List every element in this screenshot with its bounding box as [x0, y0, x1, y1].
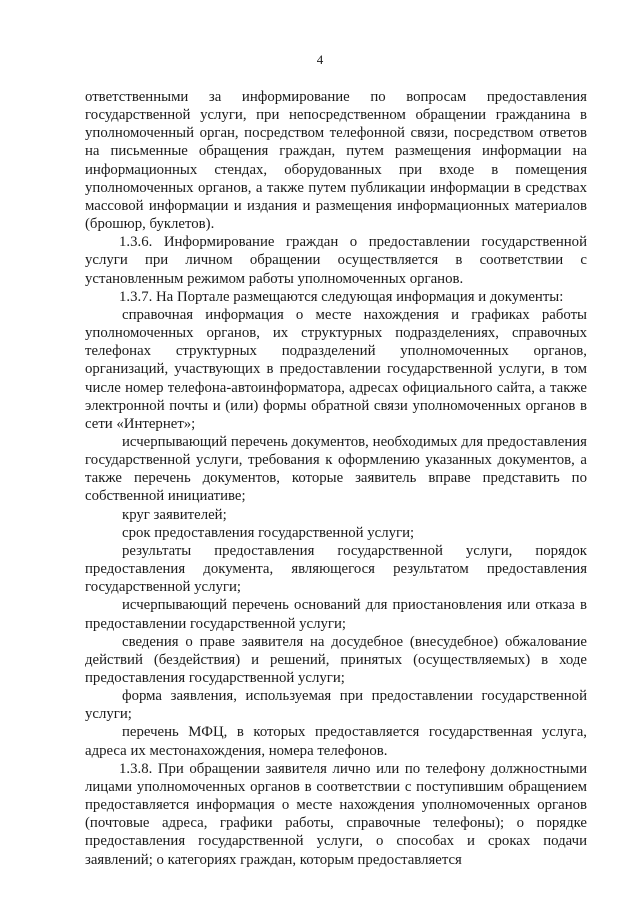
paragraph-1-3-6: 1.3.6. Информирование граждан о предоставлении государственной услуги при личном обращении осуществляется в соответствии с установленным режимом работы уполномоченных органов. [85, 234, 587, 287]
paragraph-continuation: ответственными за информирование по вопросам предоставления государственной услуги, при непосредственном обращении гражданина в уполномоченный орган, посредством телефонной связи, посредством ответов на письменные обращения граждан, путем размещения информации на информационных стендах, оборудованных при входе в помещения уполномоченных органов, а также путем публикации информации в средствах массовой информации и издания и размещения информационных материалов (брошюр, буклетов). [85, 89, 587, 233]
paragraph-1-3-7: 1.3.7. На Портале размещаются следующая информация и документы: [119, 288, 564, 305]
list-item-reference-info: справочная информация о месте нахождения и графиках работы уполномоченных органов, их структурных подразделениях, справочных телефонах структурных подразделений уполномоченных органов, организаций, участвующих в предоставлении государственной услуги, в том числе номер телефона-автоинформатора, адресах официального сайта, а также электронной почты и (или) формы обратной связи уполномоченных органов в сети «Интернет»; [85, 306, 587, 432]
list-item-mfc-list: перечень МФЦ, в которых предоставляется государственная услуга, адреса их местонахождения, номера телефонов. [85, 724, 587, 759]
list-item-applicants: круг заявителей; [122, 506, 227, 523]
paragraph-1-3-8: 1.3.8. При обращении заявителя лично или по телефону должностными лицами уполномоченных органов в соответствии с поступившим обращением предоставляется информация о месте нахождения уполномоченных органов (почтовые адреса, графики работы, справочные телефоны); о порядке предоставления государственной услуги, о способах и сроках подачи заявлений; о категориях граждан, которым предоставляется [85, 760, 587, 868]
list-item-term: срок предоставления государственной услуги; [122, 524, 415, 541]
list-item-application-form: форма заявления, используемая при предоставлении государственной услуги; [85, 688, 587, 723]
list-item-appeal-rights: сведения о праве заявителя на досудебное (внесудебное) обжалование действий (бездействия) и решений, принятых (осуществляемых) в ходе предоставления государственной услуги; [85, 633, 587, 686]
page-number: 4 [316, 52, 324, 67]
body-text [85, 88, 587, 869]
list-item-documents: исчерпывающий перечень документов, необходимых для предоставления государственной услуги, требования к оформлению указанных документов, а также перечень документов, которые заявитель вправе представить по собственной инициативе; [85, 433, 587, 505]
list-item-refusal-grounds: исчерпывающий перечень оснований для приостановления или отказа в предоставлении государственной услуги; [85, 597, 587, 632]
list-item-results: результаты предоставления государственной услуги, порядок предоставления документа, являющегося результатом предоставления государственной услуги; [85, 542, 587, 596]
